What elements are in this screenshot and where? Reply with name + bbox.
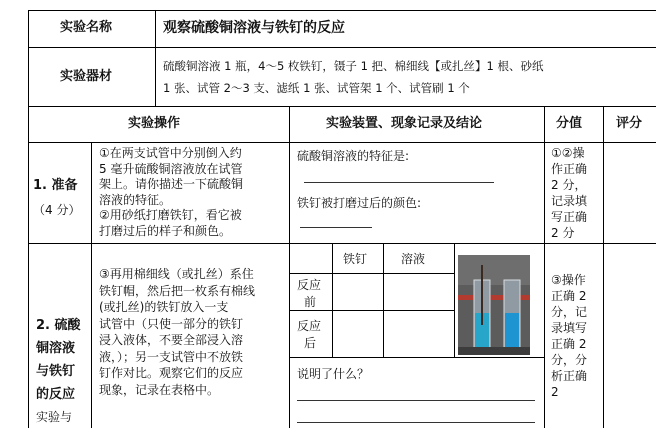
step2-title-line: 铜溶液 — [36, 341, 76, 356]
score-line: 写正确 — [551, 210, 588, 224]
step2-op-line: 钉作对比。观察它们的反应 — [99, 366, 244, 380]
step1-operation — [99, 146, 287, 239]
step1-op-line: ①在两支试管中分别倒入约 — [99, 146, 242, 160]
inner-rule-v1 — [332, 243, 333, 357]
header-grade: 评分 — [616, 116, 643, 131]
step2-op-line: 试管中（只使一部分的铁钉 — [99, 316, 244, 331]
equipment-label: 实验器材 — [60, 69, 113, 84]
answer-blank — [304, 182, 494, 183]
table-row-before-a: 反应 — [297, 278, 322, 292]
score-line: 正确 2 — [551, 337, 587, 351]
table-row-after-a: 反应 — [297, 319, 322, 333]
step2-op-line: 液，）；另一支试管中不放铁 — [99, 349, 244, 364]
header-record: 实验装置、现象记录及结论 — [326, 116, 483, 131]
header-score: 分值 — [556, 116, 583, 131]
step2-score — [551, 272, 601, 400]
test-tubes-illustration — [458, 255, 530, 355]
step2-title-line: 2. 硫酸 — [36, 318, 81, 333]
step1-op-line: 5 毫升硫酸铜溶液放在试管 — [99, 161, 243, 176]
step2-op-line: 现象，记录在表格中。 — [99, 382, 220, 397]
score-line: 正确 2 — [551, 289, 587, 303]
step1-question-solution: 硫酸铜溶液的特征是: — [297, 149, 410, 163]
rule-score — [603, 106, 604, 428]
inner-rule-v2 — [383, 243, 384, 357]
table-col-nail: 铁钉 — [343, 252, 368, 266]
rule-3 — [28, 106, 656, 107]
rule-5 — [28, 243, 656, 244]
step1-question-nail-color: 铁钉被打磨过后的颜色: — [297, 196, 422, 210]
step2-op-line: 铁钉帽，然后把一枚系有棉线 — [99, 283, 256, 298]
step1-points: （4 分） — [33, 203, 81, 217]
table-col-solution: 溶液 — [401, 252, 426, 266]
step2-title — [36, 314, 90, 429]
score-line: 2 — [551, 385, 559, 399]
experiment-name-value: 观察硫酸铜溶液与铁钉的反应 — [163, 20, 345, 36]
step1-op-line: 打磨过后的样子和颜色。 — [99, 223, 232, 238]
step1-score — [551, 145, 601, 241]
rule-step — [91, 142, 92, 428]
rule-2 — [28, 47, 656, 48]
answer-blank — [297, 422, 535, 423]
score-line: 分，记 — [551, 305, 588, 319]
step2-op-line: (或扎丝)的铁钉放入一支 — [99, 300, 229, 314]
rule-record — [544, 106, 545, 428]
score-line: ③操作 — [551, 273, 586, 287]
experiment-photo — [458, 255, 530, 355]
step2-title-line: 与铁钉 — [36, 364, 76, 379]
score-line: ①②操 — [551, 146, 585, 160]
rule-label — [155, 10, 156, 106]
inner-rule-v3 — [454, 243, 455, 357]
table-row-after-b: 后 — [304, 336, 317, 350]
score-line: 分，分 — [551, 353, 588, 367]
rule-op — [289, 106, 290, 428]
rule-4 — [28, 142, 656, 143]
score-line: 录填写 — [551, 321, 588, 335]
answer-blank — [297, 400, 535, 401]
score-line: 记录填 — [551, 194, 588, 208]
equipment-line-2: 1 张、试管 2～3 支、滤纸 1 张、试管架 1 个、试管刷 1 个 — [163, 81, 470, 95]
table-row-before-b: 前 — [304, 295, 317, 309]
step1-op-line: ②用砂纸打磨铁钉，看它被 — [99, 208, 242, 222]
equipment-line-1: 硫酸铜溶液 1 瓶，4～5 枚铁钉，镊子 1 把、棉细线【或扎丝】1 根、砂纸 — [163, 59, 544, 73]
inner-rule-3 — [289, 357, 544, 358]
step1-op-line: 架上。请你描述一下硫酸铜 — [99, 177, 244, 191]
step2-title-line: 的反应 — [36, 387, 76, 402]
header-operation: 实验操作 — [128, 116, 181, 131]
step1-title: 1. 准备 — [33, 178, 78, 193]
step1-op-line: 溶液的特征。 — [99, 192, 172, 207]
experiment-name-label: 实验名称 — [60, 20, 113, 35]
rule-top — [28, 10, 656, 11]
score-line: 2 分 — [551, 226, 575, 240]
score-line: 作正确 — [551, 162, 588, 176]
rule-left — [28, 10, 29, 428]
step2-op-line: ③再用棉细线（或扎丝）系住 — [99, 267, 254, 281]
inner-rule-1 — [289, 273, 454, 274]
step2-operation — [99, 266, 287, 398]
score-line: 析正确 — [551, 369, 588, 383]
answer-blank — [300, 227, 372, 228]
step2-op-line: 浸入液体，不要全部浸入溶 — [99, 333, 244, 347]
conclusion-question: 说明了什么？ — [297, 367, 370, 381]
step2-title-line: 实验与 — [36, 410, 73, 424]
score-line: 2 分， — [551, 178, 587, 192]
